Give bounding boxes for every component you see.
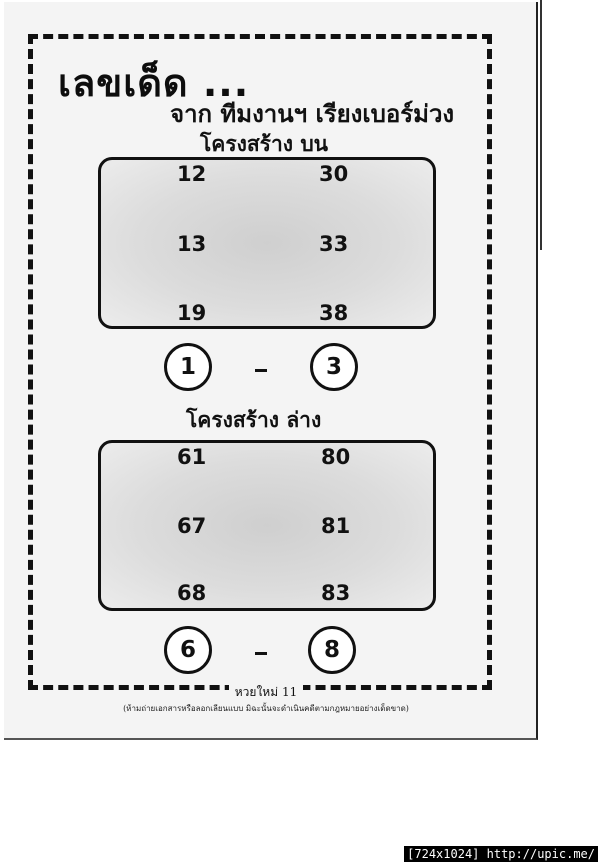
upper-number-box [98,157,436,329]
lower-left-number: 61 [177,445,207,469]
upper-dash-separator [255,369,267,372]
footer-copyright-note: (ห้ามถ่ายเอกสารหรือลอกเลียนแบบ มิฉะนั้นจะดำเนินคดีตามกฎหมายอย่างเด็ดขาด) [123,704,409,713]
upper-circle-number-b: 3 [310,343,358,391]
lower-circle-number-a: 6 [164,626,212,674]
upper-right-number: 33 [319,232,349,256]
upper-left-number: 12 [177,162,207,186]
upper-left-number: 13 [177,232,207,256]
lower-left-number: 67 [177,514,207,538]
lower-circle-number-b: 8 [308,626,356,674]
page-subtitle: จาก ทีมงานฯ เรียงเบอร์ม่วง [170,100,455,128]
lower-left-number: 68 [177,581,207,605]
page-spine-line [540,0,542,250]
lower-right-number: 83 [321,581,351,605]
lower-structure-label: โครงสร้าง ล่าง [186,408,322,432]
footer-title [0,683,532,702]
lower-right-number: 81 [321,514,351,538]
image-host-watermark: [724x1024] http://upic.me/ [404,846,598,862]
upper-structure-label: โครงสร้าง บน [200,132,328,156]
lower-number-box [98,440,436,611]
footer-title-text: หวยใหม่ 11 [229,685,303,699]
upper-right-number: 38 [319,301,349,325]
lower-dash-separator [255,652,267,655]
upper-right-number: 30 [319,162,349,186]
lower-right-number: 80 [321,445,351,469]
page-title: เลขเด็ด ... [58,61,250,105]
upper-left-number: 19 [177,301,207,325]
upper-circle-number-a: 1 [164,343,212,391]
